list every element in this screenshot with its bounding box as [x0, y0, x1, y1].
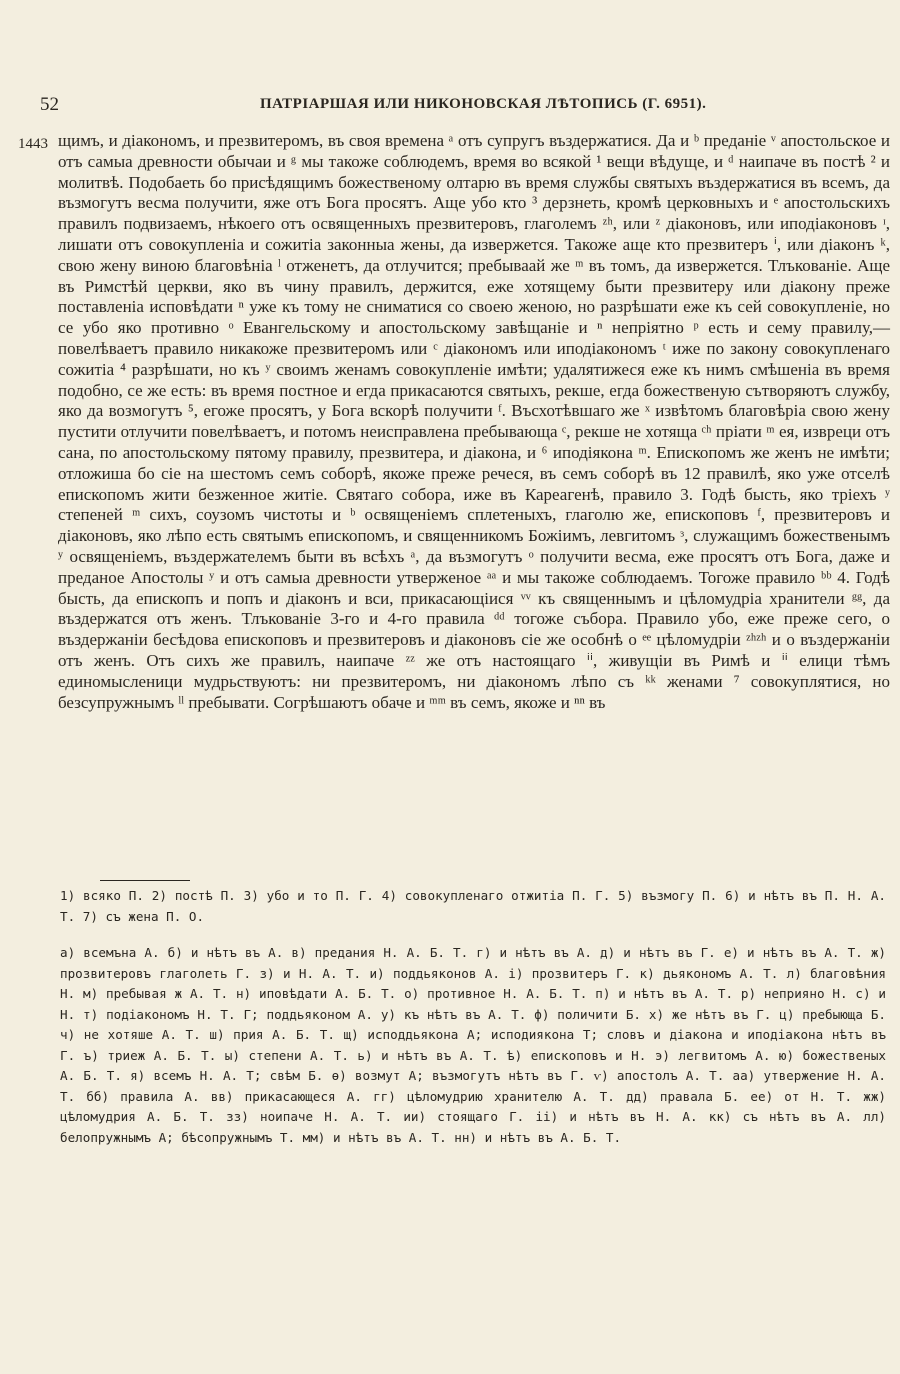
- page-header: [40, 94, 860, 118]
- main-text: [58, 131, 890, 713]
- footnote-divider: [100, 880, 190, 881]
- lettered-footnotes: а) всемъна А. б) и нѣтъ въ А. в) предания Н. А. Б. Т. г) и нѣтъ въ А. д) и нѣтъ въ Г. е) и нѣтъ въ А. Т. ж) прозвитеровъ глаголеть Г. з) и Н. А. Т. и) поддьяконов А. і) прозвитеръ Г. к) дьякономъ А. Т. л) благовѣния Н. м) пребывая ж А. Т. н) иповѣдати А. Б. Т. о) противное Н. А. Б. Т. п) и нѣтъ въ А. Т. р) неприяно Н. с) и Н. т) подіакономъ Н. Т. Г; поддьяконом А. у) къ нѣтъ въ А. Т. ф) поличити Б. х) же нѣтъ въ Г. ц) пребыюща Б. ч) не хотяше А. Т. ш) прия А. Б. Т. щ) исподдьякона А; исподиякона Т; словъ и діакона и иподіакона нѣтъ въ Г. ъ) триеж А. Б. Т. ы) степени А. Т. ь) и нѣтъ въ А. Т. ѣ) епископовъ и Н. э) легвитомъ А. ю) божественых А. Б. Т. я) всемъ Н. А. Т; свѣм Б. ѳ) возмут А; възмогутъ нѣтъ въ Г. ѵ) апостолъ А. Т. аа) утвержение Н. А. Т. бб) правила А. вв) прикасающеся А. гг) цѣломудрию хранителю А. Т. дд) правала Б. ее) от Н. Т. жж) цѣломудрия А. Б. Т. зз) ноипаче Н. А. Т. ии) стоящаго Г. іі) и нѣтъ въ Н. А. кк) съ нѣтъ въ А. лл) белопружнымъ А; бѣсопружнымъ Т. мм) и нѣтъ въ А. Т. нн) и нѣтъ въ А. Б. Т.: [60, 945, 886, 1145]
- main-paragraph: щимъ, и діакономъ, и презвитеромъ, въ своя времена ᵃ отъ супругъ въздержатися. Да и ᵇ преданіе ᵛ апостольское и отъ самыа древности обычаи и ᵍ мы такожe соблюдемъ, время во всякой ¹ вещи вѣдуще, и ᵈ наипаче въ постѣ ² и молитвѣ. Подобаеть бо присѣдящимъ божественому олтарю въ время службы святыхъ въздержатися въ всемъ, да възмогутъ весма получити, яже отъ Бога просятъ. Аще убо кто ³ дерзнеть, кромѣ церковныхъ и ᵉ апостольскихъ правилъ подвизаемъ, нѣкоего отъ освященныхъ презвитеровъ, глаголемъ ᶻʰ, или ᶻ діаконовъ, или иподіаконовъ ᶦ, лишати отъ совокупленіа и сожитіа законныа жены, да извержется. Такожe аще кто презвитеръ ⁱ, или діаконъ ᵏ, свою жену виною благовѣніа ˡ отженетъ, да отлучится; пребываай же ᵐ въ томъ, да извержется. Тлъкованіе. Аще въ Римстѣй церкви, яко въ чину правилъ, держится, еже хотящему быти презвитеру или діакону преже поставленіа исповѣдати ⁿ уже къ тому не сниматися со своею женою, но разрѣшати еже къ сей совокупленіе, но се убо яко противно ᵒ Евангельскому и апостольскому завѣщаніе и ⁿ непріятно ᵖ есть и сему правилу,—повелѣваетъ правило никакоже презвитеромъ или ᶜ діакономъ или иподіакономъ ᵗ иже по закону совокупленаго сожитіа ⁴ разрѣшати, но къ ʸ своимъ женамъ совокупленіе имѣти; удалятижеся еже къ нимъ смѣшеніа въ время подобно, се же есть: въ время постное и егда прикасаются святыхъ, рекше, егда божественую сътворяютъ службу, яко да возмогутъ ⁵, егоже просятъ, у Бога вскорѣ получити ᶠ. Въсхотѣвшаго же ˣ извѣтомъ благовѣріа свою жену пустити отлучити повелѣваетъ, и потомъ неисправлена пребывающа ᶜ, рекше не хотяща ᶜʰ пріати ᵐ ея, извреци отъ сана, по апостольскому пятому правилу, презвитера, и діакона, и ⁶ иподіякона ᵐ. Епископомъ же женъ не имѣти; отложиша бо сіе на шестомъ семъ соборѣ, якоже преже речеся, въ семъ соборѣ въ 12 правилѣ, яко уже отселѣ епископомъ жити безженное житіе. Святаго собора, иже въ Кареагенѣ, правило 3. Годѣ бысть, яко тріехъ ʸ степеней ᵐ сихъ, соузомъ чистоты и ᵇ освященіемъ сплетеныхъ, глаголю же, епископовъ ᶠ, презвитеровъ и діаконовъ, яко лѣпо есть святымъ епископомъ, и священникомъ Божіимъ, левгитомъ ᶟ, служащимъ божественымъ ʸ освященіемъ, въздержателемъ быти въ всѣхъ ᵃ, да възмогутъ ᵒ получити весма, еже просятъ отъ Бога, даже и преданое Апостолы ʸ и отъ самыа древности утвержeное ᵃᵃ и мы такожe соблюдаемъ. Тогожe правило ᵇᵇ 4. Годѣ бысть, да епископъ и попъ и діаконъ и вси, прикасающіися ᵛᵛ къ священнымъ и цѣломудріа хранители ᵍᵍ, да въздержатся отъ женъ. Тлъкованіе 3-го и 4-го правила ᵈᵈ тогожe събора. Правило убо, еже преже сего, о въздержаніи бесѣдова епископовъ и презвитеровъ и діаконовъ сіе же особнѣ о ᵉᵉ цѣломудріи ᶻʰᶻʰ и о въздержаніи отъ женъ. Отъ сихъ же правилъ, наипаче ᶻᶻ же отъ настоящаго ⁱⁱ, живущіи въ Римѣ и ⁱⁱ елици тѣмъ единомысленици мудрьствуютъ: ни презвитеромъ, ни діакономъ лѣпо съ ᵏᵏ женами ⁷ совокуплятися, но безсупружнымъ ˡˡ пребывати. Согрѣшаютъ обаче и ᵐᵐ въ семъ, якоже и ⁿⁿ въ: [58, 131, 890, 712]
- footnotes: [60, 886, 886, 1148]
- numeric-footnotes: 1) всяко П. 2) постѣ П. 3) убо и то П. Г. 4) совокупленаго отжитіа П. Г. 5) възмогу П. 6) и нѣтъ въ П. Н. А. Т. 7) съ жена П. О.: [60, 888, 886, 924]
- year-margin-note: 1443: [18, 136, 48, 152]
- page-number: 52: [40, 94, 59, 115]
- running-title: ПАТРІАРШАЯ ИЛИ НИКОНОВСКАЯ ЛѢТОПИСЬ (Г. 6951).: [260, 96, 707, 112]
